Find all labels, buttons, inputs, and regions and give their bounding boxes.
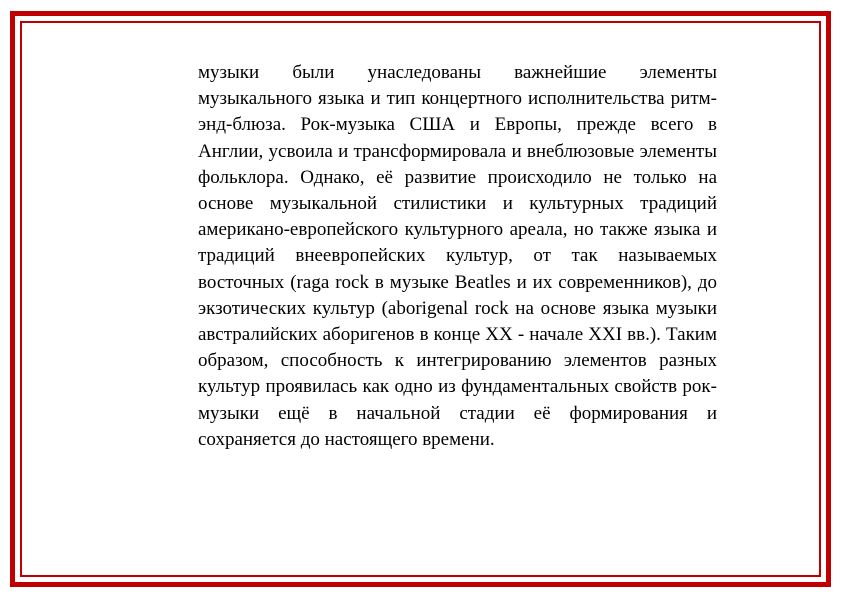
body-paragraph: музыки были унаследованы важнейшие элементы музыкального языка и тип концертного исполнительства ритм-энд-блюза. Рок-музыка США и Европы, прежде всего в Англии, усвоила и трансформировала и внеблюзовые элементы фольклора. Однако, её развитие происходило не только на основе музыкальной стилистики и культурных традиций американо-европейского культурного ареала, но также языка и традиций внеевропейских культур, от так называемых восточных (raga rock в музыке Beatles и их современников), до экзотических культур (aborigenal rock на основе языка музыки австралийских аборигенов в конце XX - начале XXI вв.). Таким образом, способность к интегрированию элементов разных культур проявилась как одно из фундаментальных свойств рок-музыки ещё в начальной стадии её формирования и сохраняется до настоящего времени. <box>198 62 717 450</box>
